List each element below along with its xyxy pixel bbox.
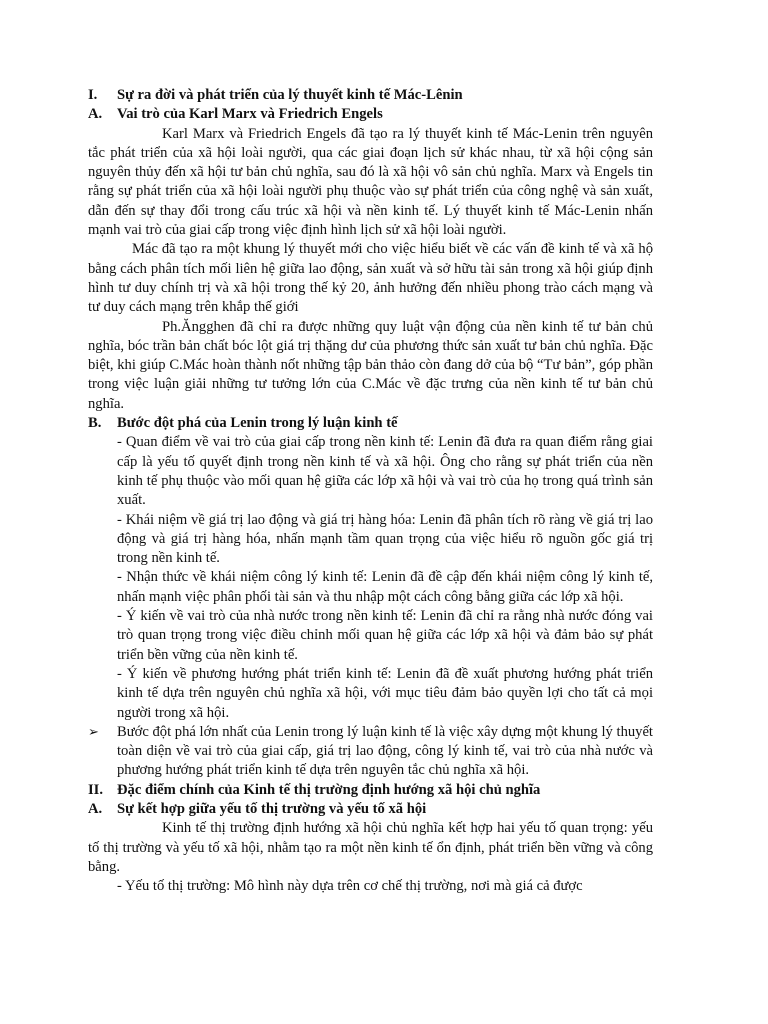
subsection-title: Sự kết hợp giữa yếu tố thị trường và yếu tố xã hội [117, 800, 427, 817]
section-heading-2 [88, 781, 653, 800]
list-item-labor-value: - Khái niệm về giá trị lao động và giá trị hàng hóa: Lenin đã phân tích rõ ràng về giá trị lao động và giá trị hàng hóa, nhấn mạnh tầm quan trọng của việc hiểu rõ nguồn gốc giá trị trong nền kinh tế. [117, 511, 653, 567]
subsection-heading-1b [88, 414, 653, 433]
section-title: Đặc điểm chính của Kinh tế thị trường định hướng xã hội chủ nghĩa [117, 781, 541, 798]
section-heading-1 [88, 86, 653, 105]
subsection-title: Bước đột phá của Lenin trong lý luận kinh tế [117, 415, 398, 432]
subsection-heading-1a [88, 105, 653, 124]
subsection-number: B. [88, 415, 102, 432]
subsection-heading-2a [88, 800, 653, 819]
list-item-economic-justice: - Nhận thức về khái niệm công lý kinh tế: Lenin đã đề cập đến khái niệm công lý kinh tế, nhấn mạnh việc phân phối tài sản và thu nhập một cách công bằng giữa các lớp xã hội. [117, 569, 653, 605]
document-page [88, 86, 653, 896]
section-title: Sự ra đời và phát triển của lý thuyết kinh tế Mác-Lênin [117, 87, 463, 103]
section-number: I. [88, 87, 98, 103]
paragraph-marx-engels: Karl Marx và Friedrich Engels đã tạo ra lý thuyết kinh tế Mác-Lenin trên nguyên tắc phát triển của xã hội loài người, qua các giai đoạn lịch sử khác nhau, từ xã hội cộng sản nguyên thủy đến xã hội tư bản chủ nghĩa, sau đó là xã hội vô sản chủ nghĩa. Marx và Engels tin rằng sự phát triển của xã hội loài người phụ thuộc vào sự phát triển của công nghệ và sản xuất, dẫn đến sự thay đổi trong cấu trúc xã hội và nền kinh tế. Lý thuyết kinh tế Mác-Lenin nhấn mạnh vai trò của giai cấp trong việc định hình lịch sử xã hội loài người. [88, 125, 653, 239]
section-number: II. [88, 781, 104, 798]
paragraph-marx-framework: Mác đã tạo ra một khung lý thuyết mới cho việc hiểu biết về các vấn đề kinh tế và xã hộ bằng cách phân tích mối liên hệ giữa lao động, sản xuất và sở hữu tài sản trong xã hội giúp định hình tư duy chính trị và xã hội trong thế kỷ 20, ảnh hưởng đến nhiều phong trào cách mạng và tư duy cách mạng trên khắp thế giới [88, 241, 653, 316]
arrow-bullet-text: Bước đột phá lớn nhất của Lenin trong lý luận kinh tế là việc xây dựng một khung lý thuyết toàn diện về vai trò của giai cấp, giá trị lao động, công lý kinh tế, vai trò của nhà nước và phương hướng phát triển kinh tế dựa trên nguyên tắc chủ nghĩa xã hội. [117, 723, 653, 779]
subsection-number: A. [88, 106, 103, 123]
list-item-state-role: - Ý kiến về vai trò của nhà nước trong nền kinh tế: Lenin đã chỉ ra rằng nhà nước đóng vai trò quan trọng trong việc điều chỉnh mối quan hệ giữa các lớp xã hội và đảm bảo sự phát triển bền vững của nền kinh tế. [117, 608, 653, 663]
arrow-bullet-icon: ➢ [88, 724, 99, 740]
list-item-market-factor: - Yếu tố thị trường: Mô hình này dựa trên cơ chế thị trường, nơi mà giá cả được [117, 878, 583, 895]
subsection-number: A. [88, 800, 103, 817]
paragraph-market-social: Kinh tế thị trường định hướng xã hội chủ nghĩa kết hợp hai yếu tố quan trọng: yếu tố thị trường và yếu tố xã hội, nhằm tạo ra một nền kinh tế ổn định, phát triển bền vững và công bằng. [88, 820, 653, 875]
list-item-class-role: - Quan điểm về vai trò của giai cấp trong nền kinh tế: Lenin đã đưa ra quan điểm rằng giai cấp là yếu tố quyết định trong nền kinh tế và xã hội. Ông cho rằng sự phát triển của nền kinh tế phụ thuộc vào mối quan hệ giữa các lớp xã hội và vai trò của họ trong quá trình sản xuất. [117, 434, 653, 509]
subsection-title: Vai trò của Karl Marx và Friedrich Engels [117, 106, 383, 123]
list-item-development-direction: - Ý kiến về phương hướng phát triển kinh tế: Lenin đã đề xuất phương hướng phát triển kinh tế dựa trên nguyên chủ nghĩa xã hội, với mục tiêu đảm bảo quyền lợi cho tất cả mọi người trong xã hội. [117, 665, 653, 721]
paragraph-engels: Ph.Ăngghen đã chỉ ra được những quy luật vận động của nền kinh tế tư bản chủ nghĩa, bóc trần bản chất bóc lột giá trị thặng dư của phương thức sản xuất tư bản chủ nghĩa. Đặc biệt, khi giúp C.Mác hoàn thành nốt những tập bản thảo còn đang dở của bộ “Tư bản”, góp phần trong việc luận giải những tư tưởng lớn của C.Mác về đặc trưng của nền kinh tế tư bản chủ nghĩa. [88, 318, 653, 412]
arrow-bullet-item [88, 723, 653, 781]
